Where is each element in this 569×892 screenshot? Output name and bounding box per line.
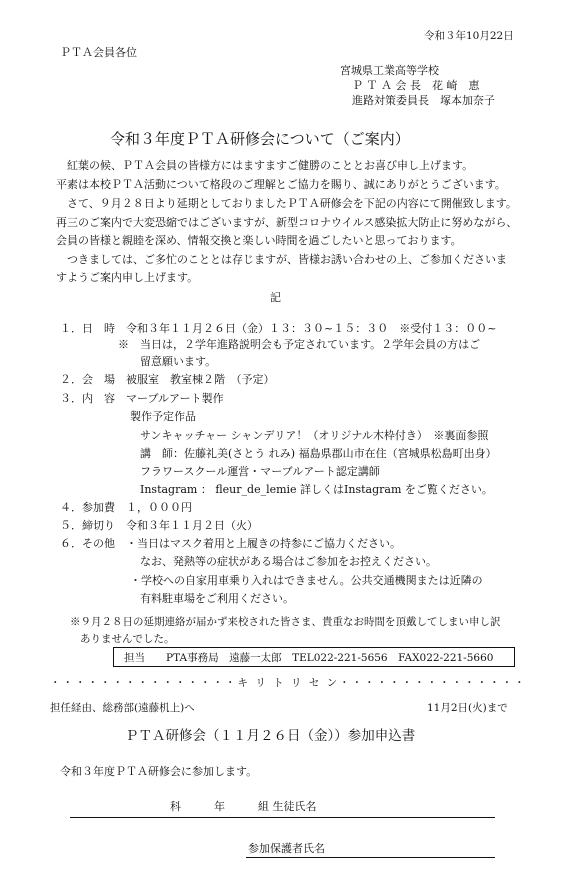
return-deadline: 11月2日(火)まで	[427, 702, 508, 714]
student-field-line[interactable]	[70, 817, 495, 818]
detail-content: ３．内 容 マーブルアート製作	[60, 392, 224, 405]
contact-info: 担当 PTA事務局 遠藤一太郎 TEL022-221-5656 FAX022-221-5660	[124, 652, 494, 664]
document-date: 令和３年10月22日	[424, 30, 514, 42]
form-title: ＰＴＡ研修会（１１月２６日（金））参加申込書	[125, 728, 416, 744]
detail-datetime: １．日 時 令和３年１１月２６日（金）１３：３０~１５：３０ ※受付１３：００~	[60, 322, 497, 335]
detail-datetime-note-2: 留意願います。	[140, 355, 217, 368]
detail-other-3: ・学校への自家用車乗り入れはできません。公共交通機関または近隣の	[130, 574, 483, 587]
detail-other-2: なお、発熱等の症状がある場合はご参加をお控えください。	[140, 555, 437, 568]
pta-president: Ｐ Ｔ Ａ 会 長 花 崎 恵	[352, 79, 480, 92]
intro-line-4: 再三のご案内で大変恐縮ではございますが、新型コロナウイルス感染拡大防止に努めながら、	[56, 216, 518, 229]
guardian-field-line[interactable]	[246, 857, 495, 858]
detail-other-4: 有料駐車場をご利用ください。	[140, 592, 294, 605]
page-title: 令和３年度ＰＴＡ研修会について（ご案内）	[110, 130, 410, 148]
detail-deadline: ５．締切り 令和３年１１月２日（火）	[60, 519, 258, 532]
detail-content-work: サンキャッチャー シャンデリア！（オリジナル木枠付き） ※裏面参照	[140, 429, 489, 442]
intro-line-7: すようご案内申し上げます。	[56, 271, 199, 284]
intro-line-5: 会員の皆様と親睦を深め、情報交換と楽しい時間を過ごしたいと思っております。	[56, 234, 462, 247]
intro-line-1: 紅葉の候、ＰＴＡ会員の皆様方にはますますご健勝のこととお喜び申し上げます。	[56, 159, 474, 172]
recipient: ＰＴＡ会員各位	[60, 46, 137, 59]
form-statement: 令和３年度ＰＴＡ研修会に参加します。	[60, 765, 258, 778]
detail-content-instructor-role: フラワースクール運営・マーブルアート認定講師	[140, 465, 380, 478]
detail-fee: ４．参加費 １，０００円	[60, 501, 192, 514]
school-name: 宮城県工業高等学校	[340, 64, 439, 77]
ki-heading: 記	[270, 291, 281, 304]
intro-line-6: つきましては、ご多忙のこととは存じますが、皆様お誘い合わせの上、ご参加くださいま	[56, 253, 507, 266]
contact-box	[113, 647, 515, 667]
student-field-label: 科 年 組 生徒氏名	[170, 800, 317, 813]
detail-other: ６．その他 ・当日はマスク着用と上履きの持参にご協力ください。	[60, 537, 401, 550]
apology-line-2: ありませんでした。	[80, 633, 175, 645]
detail-datetime-note: ※ 当日は，２学年進路説明会も予定されています。２学年会員の方はご	[118, 338, 481, 351]
apology-line-1: ※９月２８日の延期連絡が届かず来校された皆さま、貴重なお時間を頂戴してしまい申し訳	[70, 616, 501, 628]
cut-line: ・・・・・・・・・・・・・・・キ リ ト リ セ ン・・・・・・・・・・・・・・・	[50, 677, 527, 689]
guardian-field-label: 参加保護者氏名	[248, 842, 325, 855]
return-instruction: 担任経由、総務部(遠藤机上)へ	[50, 702, 195, 714]
detail-content-instagram: Instagram ： fleur_de_lemie 詳しくはInstagram をご覧ください。	[140, 483, 493, 496]
intro-line-2: 平素は本校ＰＴＡ活動について格段のご理解とご協力を賜り、誠にありがとうございます。	[56, 178, 506, 191]
detail-content-instructor: 講 師：佐藤礼美(さとう れみ) 福島県郡山市在住（宮城県松島町出身）	[140, 447, 497, 460]
committee-chair: 進路対策委員長 塚本加奈子	[352, 94, 495, 107]
detail-content-planned: 製作予定作品	[130, 410, 196, 423]
intro-line-3: さて、９月２８日より延期としておりましたＰＴＡ研修会を下記の内容にて開催致します。	[56, 197, 517, 210]
detail-venue: ２．会 場 被服室 教室棟２階 （予定）	[60, 373, 275, 386]
